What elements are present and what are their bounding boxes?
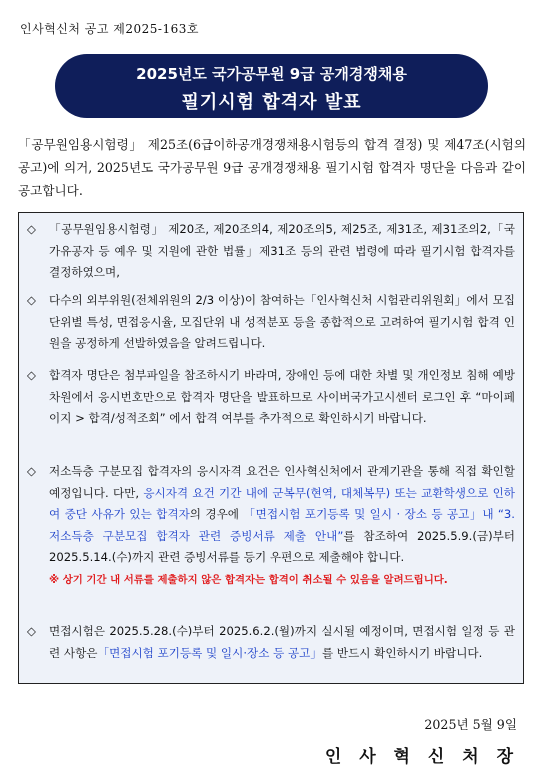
intro-paragraph: 「공무원임용시험령」 제25조(6급이하공개경쟁채용시험등의 합격 결정) 및 제47조(시험의 공고)에 의거, 2025년도 국가공무원 9급 공개경쟁채용 필기시험 합격자 명단을 다음과 같이 공고합니다. [18,137,526,198]
list-item [27,290,515,355]
list-item [27,461,515,591]
notice-box [18,212,524,684]
diamond-bullet-icon: ◇ [27,222,36,236]
notice-reference: 「면접시험 포기등록 및 일시 · 장소 등 공고」내 “3. 저소득층 구분모집 합격자 관련 증빙서류 제출 안내” [49,507,515,543]
issuer-signature: 인 사 혁 신 처 장 [324,747,519,767]
warning-note: ※ 상기 기간 내 서류를 제출하지 않은 합격자는 합격이 취소될 수 있음을 알려드립니다. [49,573,448,586]
item-text: 저소득층 구분모집 합격자의 응시자격 요건은 인사혁신처에서 관계기관을 통해 직접 확인할 예정입니다. 다만, 응시자격 요건 기간 내에 군복무(현역, 대체복무) 또는 교환학생으로 인하여 중단 사유가 있는 합격자의 경우에 「면접시험 포기등록 및 일시 · 장소 등 공고」내 “3. 저소득층 구분모집 합격자 관련 증빙서류 제출 안내”를 참조하여 2025.5.9.(금)부터 2025.5.14.(수)까지 관련 증빙서류를 등기 우편으로 제출해야 합니다. ※ 상기 기간 내 서류를 제출하지 않은 합격자는 합격이 취소될 수 있음을 알려드립니다. [49,464,516,586]
notice-number: 인사혁신처 공고 제2025-163호 [20,22,199,36]
notice-date: 2025년 5월 9일 [424,717,517,732]
item-text: 다수의 외부위원(전체위원의 2/3 이상)이 참여하는「인사혁신처 시험관리위원회」에서 모집단위별 특성, 면접응시율, 모집단위 내 성적분포 등을 종합적으로 고려하여 필기시험 합격 인원을 공정하게 선발하였음을 알려드립니다. [49,293,515,350]
item-text: 면접시험은 2025.5.28.(수)부터 2025.6.2.(월)까지 실시될 예정이며, 면접시험 일정 등 관련 사항은「면접시험 포기등록 및 일시·장소 등 공고」를 반드시 확인하시기 바랍니다. [49,624,515,660]
notice-reference: 「면접시험 포기등록 및 일시·장소 등 공고」 [97,645,322,660]
item-text: 「공무원임용시험령」 제20조, 제20조의4, 제20조의5, 제25조, 제31조, 제31조의2,「국가유공자 등 예우 및 지원에 관한 법률」제31조 등의 관련 법령에 따라 필기시험 합격자를 결정하였으며, [49,222,515,279]
banner-line-2: 필기시험 합격자 발표 [181,92,362,113]
diamond-bullet-icon: ◇ [27,293,36,307]
diamond-bullet-icon: ◇ [27,368,36,382]
highlighted-text: 응시자격 요건 기간 내에 군복무(현역, 대체복무) 또는 교환학생으로 인하여 중단 사유가 있는 합격자 [49,485,515,521]
list-item [27,621,515,664]
diamond-bullet-icon: ◇ [27,624,36,638]
list-item [27,219,515,284]
list-item [27,365,515,430]
banner-line-1: 2025년도 국가공무원 9급 공개경쟁채용 [136,65,407,83]
title-banner [55,54,488,118]
diamond-bullet-icon: ◇ [27,464,36,478]
item-text: 합격자 명단은 첨부파일을 참조하시기 바라며, 장애인 등에 대한 차별 및 개인정보 침해 예방차원에서 응시번호만으로 합격자 명단을 발표하므로 사이버국가고시센터 로그인 후 “마이페이지 > 합격/성적조회” 에서 합격 여부를 추가적으로 확인하시기 바랍니다. [49,368,515,425]
